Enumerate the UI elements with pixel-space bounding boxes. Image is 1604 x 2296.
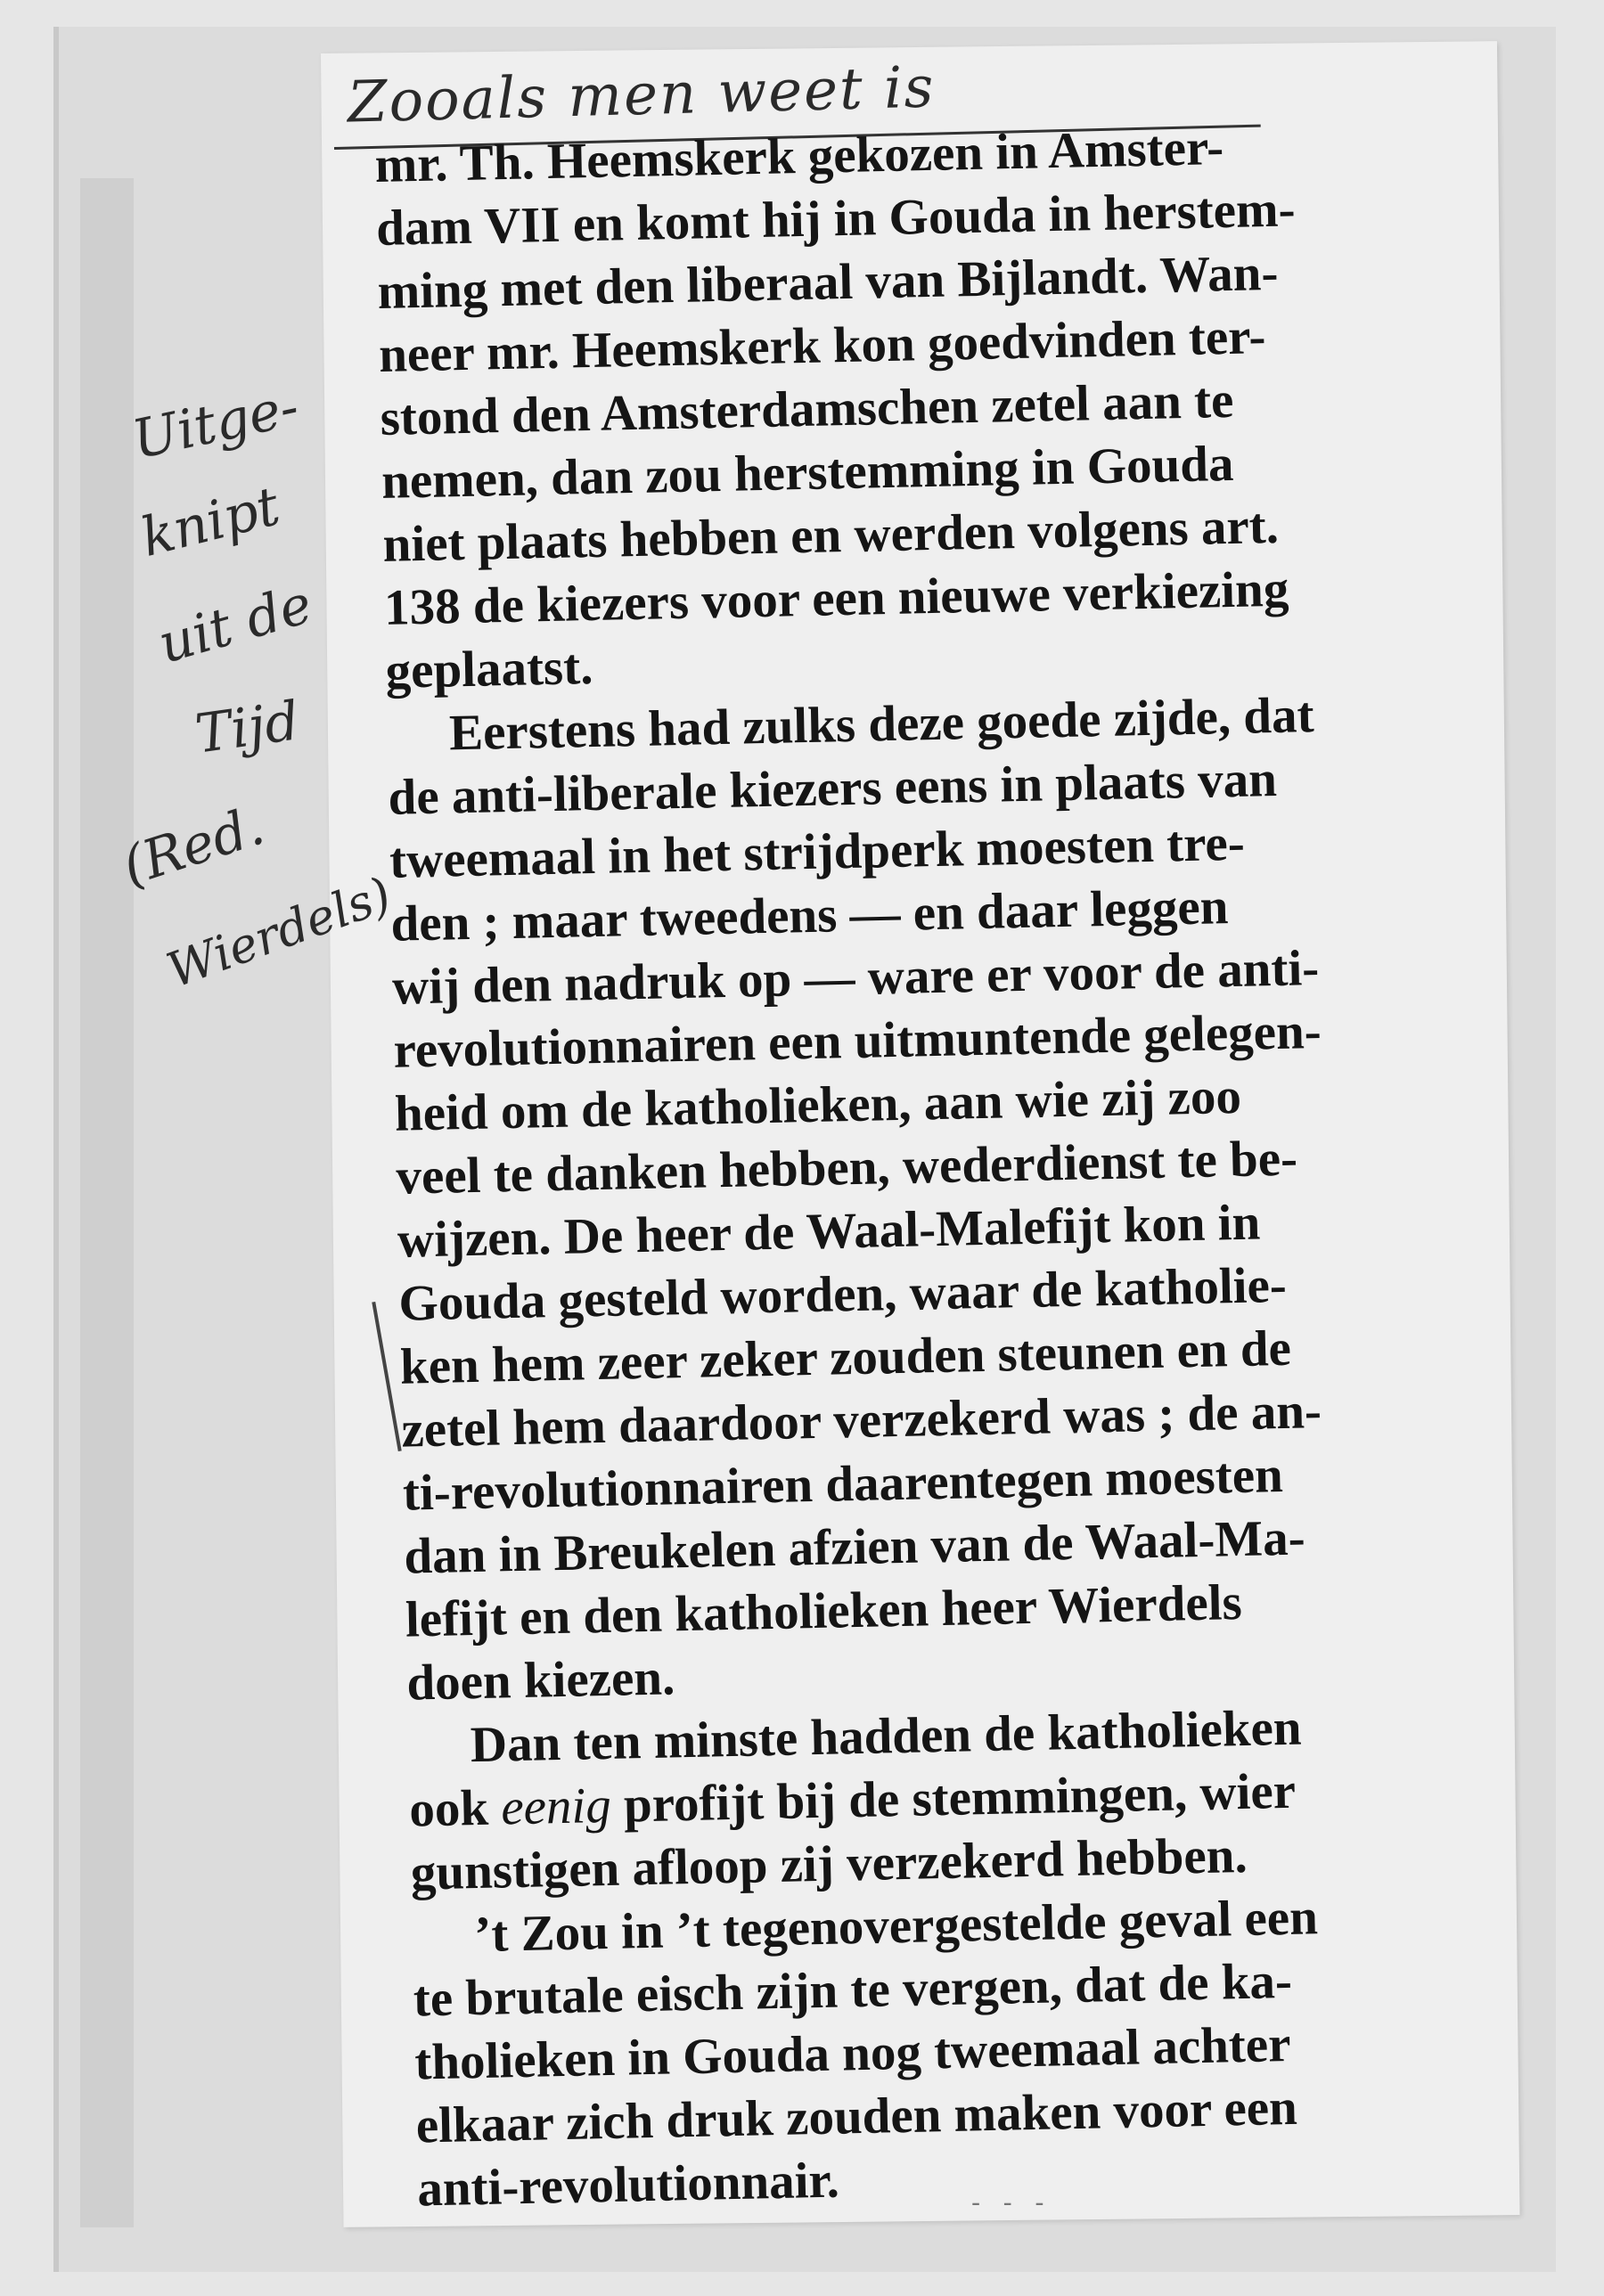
- article-body: [374, 110, 1505, 2220]
- article-paragraph-2: Eerstens had zulks deze goede zijde, dat de anti-liberale kiezers eens in plaats van tweemaal in het strijdperk moesten tre- den ; maar tweedens — en daar leggen wij den nadruk op — ware er voor de anti- revolutionnairen een uitmuntende gelegen- heid om de katholieken, aan wie zij zoo veel te danken hebben, wederdienst te be- wijzen. De heer de Waal-Malefijt kon in Gouda gesteld worden, waar de katholie- ken hem zeer zeker zouden steunen en de zetel hem daardoor verzekerd was ; de an- ti-revolutionnairen daarentegen moesten dan in Breukelen afzien van de Waal-Ma- lefijt en den katholieken heer Wierdels doen kiezen.: [387, 687, 1322, 1712]
- margin-note-line-2: knipt: [135, 475, 286, 569]
- margin-note-line-1: Uitge-: [127, 375, 305, 472]
- backing-shadow: [80, 178, 134, 2227]
- margin-note-line-4: Tijd: [192, 690, 303, 766]
- handwritten-header: Zooals men weet is: [347, 54, 937, 136]
- article-paragraph-3: [407, 1692, 1498, 1905]
- emphasis-word: eenig: [500, 1777, 612, 1836]
- article-paragraph-4: ’t Zou in ’t tegenovergestelde geval een te brutale eisch zijn te vergen, dat de ka- tholieken in Gouda nog tweemaal achter elkaar zich druk zouden maken voor een anti-revolutionnair.: [413, 1889, 1319, 2218]
- article-paragraph-1: mr. Th. Heemskerk gekozen in Amster- dam VII en komt hij in Gouda in herstem- ming met den liberaal van Bijlandt. Wan- neer mr. Heemskerk kon goedvinden ter- stond den Amsterdamschen zetel aan te nemen, dan zou herstemming in Gouda niet plaats hebben en werden volgens art. 138 de kiezers voor een nieuwe verkiezing geplaatst.: [374, 119, 1297, 699]
- margin-note-line-3: uit de: [151, 573, 319, 676]
- bottom-dots: - - -: [971, 2187, 1052, 2218]
- margin-note-line-5: (Red.: [115, 794, 272, 899]
- paragraph-3-start: Dan ten minste hadden de katholieken ook: [408, 1699, 1303, 1838]
- margin-note-line-6: Wierdels): [160, 866, 399, 1000]
- paragraph-3-end: profijt bij de stemmingen, wier gunstigen afloop zij verzekerd hebben.: [410, 1762, 1297, 1901]
